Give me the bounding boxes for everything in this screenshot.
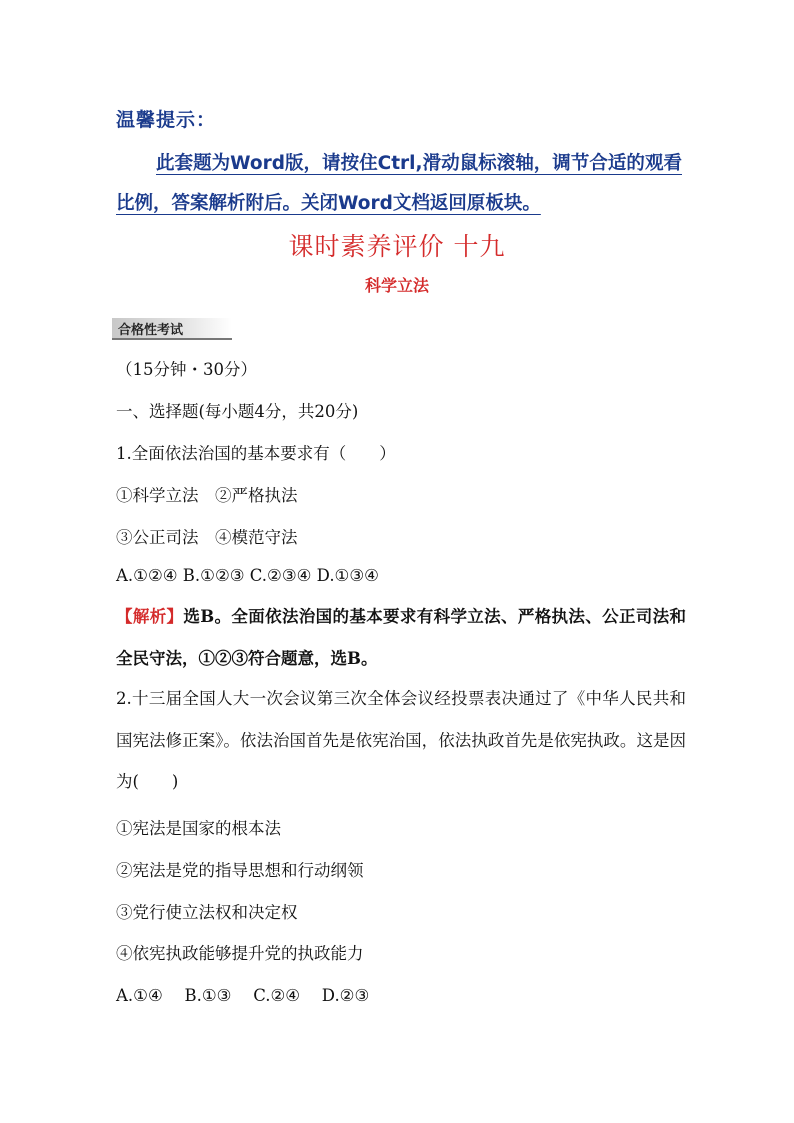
lesson-title: 课时素养评价 十九 [288, 232, 506, 261]
question-1-stem: 1.全面依法治国的基本要求有（ ） [116, 444, 396, 463]
part-one-heading: 一、选择题(每小题4分，共20分) [116, 402, 359, 421]
question-2-option-3: ③党行使立法权和决定权 [116, 903, 298, 922]
question-1-options-line-1: ①科学立法 ②严格执法 [116, 486, 298, 505]
analysis-text: 选B。全面依法治国的基本要求有科学立法、严格执法、公正司法和全民守法，①②③符合题意，选B。 [116, 607, 686, 668]
tip-body: 此套题为Word版，请按住Ctrl,滑动鼠标滚轴，调节合适的观看比例，答案解析附后。关闭Word文档返回原板块。 [116, 153, 682, 214]
analysis-tag: 【解析】 [116, 607, 184, 626]
question-2-option-4: ④依宪执政能够提升党的执政能力 [116, 944, 364, 963]
tip-heading: 温馨提示： [116, 109, 217, 131]
question-1-choices: A.①②④ B.①②③ C.②③④ D.①③④ [116, 566, 379, 585]
time-note: （15分钟・30分） [116, 360, 257, 379]
section-tag [112, 318, 232, 338]
question-2-option-1: ①宪法是国家的根本法 [116, 819, 281, 838]
question-2-choices: A.①④ B.①③ C.②④ D.②③ [116, 986, 370, 1005]
section-tag-label: 合格性考试 [118, 323, 184, 338]
question-1-analysis [116, 596, 686, 679]
question-2-option-2: ②宪法是党的指导思想和行动纲领 [116, 861, 364, 880]
lesson-subtitle: 科学立法 [364, 276, 429, 295]
question-1-options-line-2: ③公正司法 ④模范守法 [116, 528, 298, 547]
question-2-stem: 2.十三届全国人大一次会议第三次全体会议经投票表决通过了《中华人民共和国宪法修正案》。依法治国首先是依宪治国，依法执政首先是依宪执政。这是因为( ) [116, 689, 686, 791]
